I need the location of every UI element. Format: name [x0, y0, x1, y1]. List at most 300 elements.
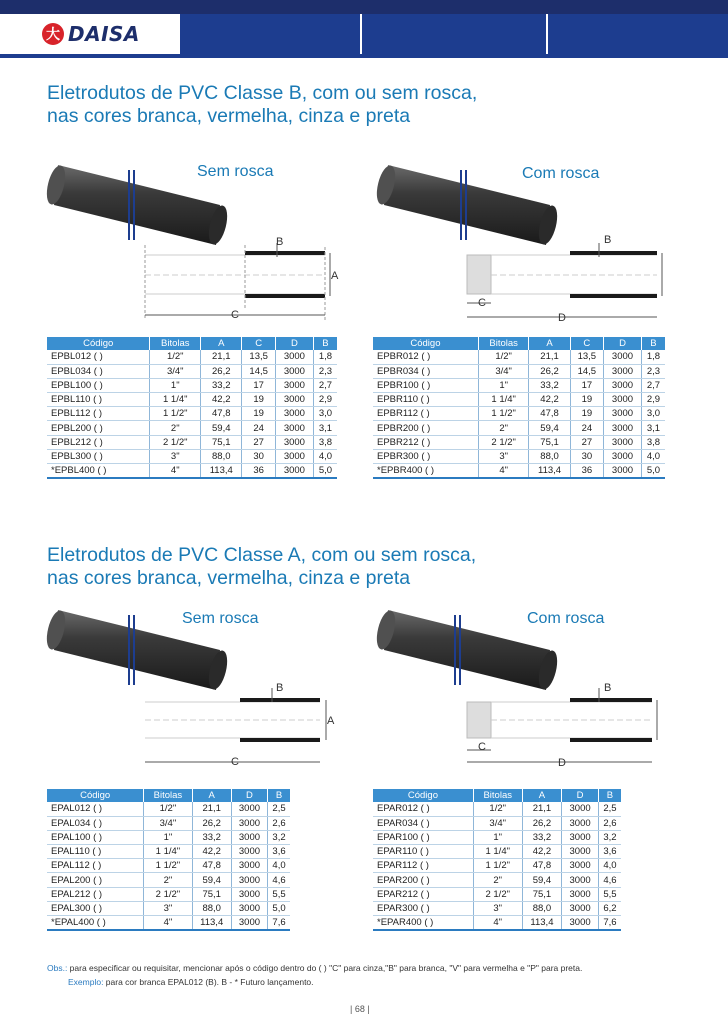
page-number: | 68 | [350, 1004, 370, 1014]
table-row [373, 887, 621, 901]
table-cell: 3000 [604, 407, 642, 421]
table-cell: 19 [242, 393, 275, 407]
dim-d-label-a-right: D [558, 757, 566, 769]
table-cell: 1/2" [478, 350, 529, 364]
product-code-cell: EPBL100 ( ) [47, 378, 150, 392]
table-cell: 3000 [275, 364, 313, 378]
table-cell: 14,5 [242, 364, 275, 378]
table-cell: 3000 [562, 873, 599, 887]
product-code-cell: EPAR034 ( ) [373, 816, 473, 830]
table-row [373, 830, 621, 844]
product-code-cell: EPBL034 ( ) [47, 364, 150, 378]
table-cell: 3/4" [473, 816, 522, 830]
table-cell: 19 [570, 407, 603, 421]
table-cell: 24 [570, 421, 603, 435]
table-cell: 36 [570, 464, 603, 478]
table-cell: 59,4 [529, 421, 570, 435]
product-code-cell: EPBR200 ( ) [373, 421, 478, 435]
table-cell: 3000 [562, 901, 599, 915]
product-code-cell: EPAR300 ( ) [373, 901, 473, 915]
table-cell: 3000 [562, 845, 599, 859]
table-cell: 2,3 [313, 364, 337, 378]
table-cell: 1 1/4" [473, 845, 522, 859]
header-cell-2 [362, 14, 546, 54]
table-cell: 33,2 [522, 830, 562, 844]
table-row [47, 449, 337, 463]
table-cell: 2,5 [598, 802, 621, 816]
column-header: Código [373, 789, 473, 802]
table-cell: 17 [570, 378, 603, 392]
table-cell: 3000 [231, 802, 267, 816]
product-code-cell: EPAR112 ( ) [373, 859, 473, 873]
table-cell: 3,6 [598, 845, 621, 859]
column-header: Código [373, 337, 478, 350]
table-cell: 3000 [231, 845, 267, 859]
pipe-plain-drawing-a [140, 680, 350, 770]
table-cell: 24 [242, 421, 275, 435]
product-code-cell: EPBR034 ( ) [373, 364, 478, 378]
dim-c-label-a: C [231, 756, 239, 768]
table-cell: 3000 [562, 887, 599, 901]
table-cell: 2,9 [641, 393, 665, 407]
table-cell: 3" [144, 901, 192, 915]
table-cell: 2 1/2" [150, 435, 201, 449]
section-b-title [47, 82, 477, 128]
table-cell: 3000 [275, 435, 313, 449]
table-cell: 2,9 [313, 393, 337, 407]
table-cell: 4" [478, 464, 529, 478]
column-header: A [192, 789, 231, 802]
table-cell: 42,2 [192, 845, 231, 859]
table-cell: 3000 [231, 830, 267, 844]
product-code-cell: EPAR012 ( ) [373, 802, 473, 816]
table-row [47, 845, 290, 859]
table-cell: 2" [473, 873, 522, 887]
table-cell: 2,3 [641, 364, 665, 378]
table-cell: 4" [150, 464, 201, 478]
table-cell: 42,2 [529, 393, 570, 407]
table-cell: 59,4 [201, 421, 242, 435]
table-cell: 36 [242, 464, 275, 478]
product-code-cell: EPAR100 ( ) [373, 830, 473, 844]
table-cell: 47,8 [529, 407, 570, 421]
column-header: Código [47, 337, 150, 350]
table-cell: 3" [150, 449, 201, 463]
table-cell: 3,1 [313, 421, 337, 435]
table-cell: 3000 [604, 393, 642, 407]
table-cell: 2 1/2" [144, 887, 192, 901]
table-cell: 3000 [562, 802, 599, 816]
section-a-title-line2: nas cores branca, vermelha, cinza e preta [47, 567, 411, 589]
table-row [373, 421, 665, 435]
table-cell: 5,5 [598, 887, 621, 901]
section-b-right-label: Com rosca [522, 165, 600, 182]
table-cell: 21,1 [201, 350, 242, 364]
table-cell: 19 [242, 407, 275, 421]
table-cell: 26,2 [529, 364, 570, 378]
column-header: B [268, 789, 290, 802]
pipe-plain-drawing [140, 235, 350, 325]
table-cell: 3,2 [268, 830, 290, 844]
table-cell: 59,4 [192, 873, 231, 887]
product-code-cell: EPBR012 ( ) [373, 350, 478, 364]
table-row [373, 435, 665, 449]
table-cell: 3,1 [641, 421, 665, 435]
table-cell: 3000 [275, 449, 313, 463]
product-code-cell: EPAL012 ( ) [47, 802, 144, 816]
dim-c-label-right: C [478, 297, 486, 309]
product-code-cell: EPBL110 ( ) [47, 393, 150, 407]
table-cell: 113,4 [522, 916, 562, 930]
table-cell: 2,6 [268, 816, 290, 830]
table-cell: 3000 [231, 901, 267, 915]
table-cell: 1" [478, 378, 529, 392]
column-header: D [562, 789, 599, 802]
table-cell: 7,6 [268, 916, 290, 930]
table-row [373, 859, 621, 873]
column-header: Bitolas [478, 337, 529, 350]
table-cell: 1 1/2" [473, 859, 522, 873]
column-header: C [242, 337, 275, 350]
table-classe-b-sem-rosca [47, 337, 337, 479]
table-cell: 2,7 [313, 378, 337, 392]
table-cell: 4" [473, 916, 522, 930]
table-cell: 3000 [604, 378, 642, 392]
table-row [373, 407, 665, 421]
pipe-threaded-drawing [462, 235, 672, 325]
table-cell: 42,2 [201, 393, 242, 407]
table-row [373, 350, 665, 364]
logo-mark-icon: 大 [42, 23, 64, 45]
table-cell: 75,1 [522, 887, 562, 901]
table-classe-a-com-rosca [373, 789, 621, 931]
table-row [47, 916, 290, 930]
table-cell: 113,4 [201, 464, 242, 478]
table-cell: 113,4 [192, 916, 231, 930]
section-a-right-label: Com rosca [527, 610, 605, 627]
section-b-left-label: Sem rosca [197, 163, 274, 180]
table-cell: 30 [570, 449, 603, 463]
column-header: A [201, 337, 242, 350]
table-cell: 33,2 [201, 378, 242, 392]
table-cell: 2 1/2" [473, 887, 522, 901]
table-cell: 4,0 [268, 859, 290, 873]
table-row [373, 845, 621, 859]
dim-b-label-a-right: B [604, 682, 612, 694]
table-cell: 26,2 [201, 364, 242, 378]
table-cell: 4,6 [268, 873, 290, 887]
table-cell: 3000 [231, 859, 267, 873]
product-code-cell: EPAL300 ( ) [47, 901, 144, 915]
section-a-left-label: Sem rosca [182, 610, 259, 627]
table-cell: 21,1 [192, 802, 231, 816]
section-a-title [47, 544, 476, 590]
table-cell: 1 1/2" [150, 407, 201, 421]
table-header-row [47, 337, 337, 350]
table-header-row [373, 789, 621, 802]
table-cell: 1" [150, 378, 201, 392]
table-cell: 3000 [275, 407, 313, 421]
logo-text: DAISA [68, 22, 140, 46]
table-cell: 3000 [604, 421, 642, 435]
table-cell: 3,0 [641, 407, 665, 421]
table-cell: 4,0 [598, 859, 621, 873]
table-classe-a-sem-rosca [47, 789, 290, 931]
table-header-row [47, 789, 290, 802]
table-row [373, 802, 621, 816]
table-cell: 3000 [275, 350, 313, 364]
table-cell: 33,2 [529, 378, 570, 392]
product-code-cell: EPAL200 ( ) [47, 873, 144, 887]
table-cell: 3/4" [150, 364, 201, 378]
table-cell: 3" [473, 901, 522, 915]
table-row [373, 464, 665, 478]
table-cell: 59,4 [522, 873, 562, 887]
pipe-threaded-drawing-a [462, 680, 672, 770]
table-cell: 88,0 [522, 901, 562, 915]
table-cell: 3,6 [268, 845, 290, 859]
table-cell: 33,2 [192, 830, 231, 844]
dim-b-label-right: B [604, 234, 612, 246]
table-cell: 4,6 [598, 873, 621, 887]
table-cell: 26,2 [192, 816, 231, 830]
table-cell: 3,0 [313, 407, 337, 421]
table-cell: 21,1 [529, 350, 570, 364]
column-header: C [570, 337, 603, 350]
product-code-cell: *EPBR400 ( ) [373, 464, 478, 478]
table-cell: 13,5 [242, 350, 275, 364]
table-cell: 3" [478, 449, 529, 463]
table-cell: 2,7 [641, 378, 665, 392]
table-cell: 88,0 [529, 449, 570, 463]
table-cell: 47,8 [192, 859, 231, 873]
table-cell: 21,1 [522, 802, 562, 816]
table-cell: 7,6 [598, 916, 621, 930]
table-cell: 88,0 [192, 901, 231, 915]
product-code-cell: EPBL212 ( ) [47, 435, 150, 449]
table-cell: 3000 [275, 464, 313, 478]
table-row [47, 364, 337, 378]
table-cell: 5,5 [268, 887, 290, 901]
table-cell: 3000 [562, 830, 599, 844]
product-code-cell: *EPAL400 ( ) [47, 916, 144, 930]
product-code-cell: EPBL112 ( ) [47, 407, 150, 421]
table-cell: 1 1/4" [150, 393, 201, 407]
table-cell: 3,8 [641, 435, 665, 449]
product-code-cell: EPAL110 ( ) [47, 845, 144, 859]
example-note [68, 977, 314, 987]
table-row [373, 393, 665, 407]
table-cell: 1,8 [313, 350, 337, 364]
table-row [47, 464, 337, 478]
column-header: D [275, 337, 313, 350]
table-cell: 17 [242, 378, 275, 392]
table-row [47, 393, 337, 407]
column-header: A [522, 789, 562, 802]
table-cell: 5,0 [641, 464, 665, 478]
table-cell: 3000 [231, 887, 267, 901]
dim-d-label-right: D [558, 312, 566, 324]
product-code-cell: EPBR112 ( ) [373, 407, 478, 421]
product-code-cell: *EPAR400 ( ) [373, 916, 473, 930]
table-cell: 3000 [562, 816, 599, 830]
table-cell: 1" [144, 830, 192, 844]
obs-label: Obs.: [47, 963, 68, 973]
table-cell: 1,8 [641, 350, 665, 364]
table-cell: 113,4 [529, 464, 570, 478]
table-cell: 1 1/2" [144, 859, 192, 873]
table-cell: 3000 [275, 393, 313, 407]
product-code-cell: *EPBL400 ( ) [47, 464, 150, 478]
column-header: D [604, 337, 642, 350]
product-code-cell: EPAL034 ( ) [47, 816, 144, 830]
column-header: B [598, 789, 621, 802]
table-cell: 1/2" [150, 350, 201, 364]
column-header: B [641, 337, 665, 350]
table-cell: 6,2 [598, 901, 621, 915]
product-code-cell: EPAL100 ( ) [47, 830, 144, 844]
table-row [47, 407, 337, 421]
table-cell: 2,6 [598, 816, 621, 830]
dim-a-label-a: A [327, 715, 335, 727]
table-row [47, 350, 337, 364]
table-row [373, 816, 621, 830]
product-code-cell: EPAR200 ( ) [373, 873, 473, 887]
table-row [47, 901, 290, 915]
column-header: Código [47, 789, 144, 802]
table-cell: 2" [478, 421, 529, 435]
table-cell: 3,2 [598, 830, 621, 844]
table-cell: 3000 [604, 364, 642, 378]
table-cell: 3000 [604, 435, 642, 449]
table-row [373, 901, 621, 915]
table-cell: 2" [144, 873, 192, 887]
table-cell: 4,0 [641, 449, 665, 463]
header-cell-3 [548, 14, 728, 54]
column-header: Bitolas [150, 337, 201, 350]
header-cell-1 [180, 14, 360, 54]
table-cell: 3/4" [478, 364, 529, 378]
product-code-cell: EPAR212 ( ) [373, 887, 473, 901]
product-code-cell: EPBR110 ( ) [373, 393, 478, 407]
table-row [373, 364, 665, 378]
table-cell: 27 [570, 435, 603, 449]
table-cell: 1" [473, 830, 522, 844]
column-header: A [529, 337, 570, 350]
table-row [373, 873, 621, 887]
table-cell: 14,5 [570, 364, 603, 378]
column-header: Bitolas [473, 789, 522, 802]
product-code-cell: EPBR212 ( ) [373, 435, 478, 449]
product-code-cell: EPAL212 ( ) [47, 887, 144, 901]
table-row [373, 449, 665, 463]
table-cell: 3/4" [144, 816, 192, 830]
table-cell: 88,0 [201, 449, 242, 463]
table-row [47, 859, 290, 873]
table-cell: 2" [150, 421, 201, 435]
dim-b-label-a: B [276, 682, 284, 694]
product-code-cell: EPBR300 ( ) [373, 449, 478, 463]
dim-a-label: A [331, 270, 339, 282]
example-text: para cor branca EPAL012 (B). B - * Futuro lançamento. [103, 977, 314, 987]
table-cell: 75,1 [529, 435, 570, 449]
obs-text: para especificar ou requisitar, mencionar após o código dentro do ( ) "C" para cinza,"B" para branca, "V" para vermelha e "P" para preta. [67, 963, 583, 973]
table-cell: 2 1/2" [478, 435, 529, 449]
table-classe-b-com-rosca [373, 337, 665, 479]
table-cell: 3000 [275, 421, 313, 435]
product-code-cell: EPBR100 ( ) [373, 378, 478, 392]
table-row [47, 830, 290, 844]
table-row [47, 873, 290, 887]
table-cell: 26,2 [522, 816, 562, 830]
table-row [47, 887, 290, 901]
table-cell: 2,5 [268, 802, 290, 816]
example-label: Exemplo: [68, 977, 104, 987]
table-row [47, 378, 337, 392]
table-row [47, 421, 337, 435]
table-row [47, 435, 337, 449]
table-row [373, 916, 621, 930]
table-cell: 5,0 [313, 464, 337, 478]
table-cell: 3,8 [313, 435, 337, 449]
table-cell: 27 [242, 435, 275, 449]
section-b-title-line2: nas cores branca, vermelha, cinza e preta [47, 105, 411, 127]
top-bar [0, 0, 728, 14]
table-cell: 1 1/4" [144, 845, 192, 859]
table-header-row [373, 337, 665, 350]
section-b-title-line1: Eletrodutos de PVC Classe B, com ou sem rosca, [47, 82, 478, 104]
dim-b-label: B [276, 236, 284, 248]
table-cell: 3000 [604, 449, 642, 463]
dim-c-label-a-right: C [478, 741, 486, 753]
product-code-cell: EPBL012 ( ) [47, 350, 150, 364]
dim-c-label: C [231, 309, 239, 321]
table-cell: 3000 [231, 816, 267, 830]
logo [0, 14, 178, 54]
table-row [47, 816, 290, 830]
table-cell: 1 1/4" [478, 393, 529, 407]
obs-note [47, 963, 582, 973]
table-cell: 3000 [231, 873, 267, 887]
table-cell: 1 1/2" [478, 407, 529, 421]
table-cell: 3000 [604, 350, 642, 364]
table-cell: 47,8 [201, 407, 242, 421]
table-cell: 1/2" [473, 802, 522, 816]
section-a-title-line1: Eletrodutos de PVC Classe A, com ou sem rosca, [47, 544, 477, 566]
table-cell: 19 [570, 393, 603, 407]
table-cell: 3000 [604, 464, 642, 478]
table-cell: 75,1 [201, 435, 242, 449]
table-row [47, 802, 290, 816]
table-cell: 3000 [231, 916, 267, 930]
column-header: D [231, 789, 267, 802]
table-cell: 75,1 [192, 887, 231, 901]
product-code-cell: EPBL300 ( ) [47, 449, 150, 463]
product-code-cell: EPAL112 ( ) [47, 859, 144, 873]
header-underline [0, 54, 728, 58]
table-cell: 42,2 [522, 845, 562, 859]
table-cell: 1/2" [144, 802, 192, 816]
table-cell: 13,5 [570, 350, 603, 364]
product-code-cell: EPAR110 ( ) [373, 845, 473, 859]
table-cell: 4" [144, 916, 192, 930]
table-cell: 3000 [562, 859, 599, 873]
table-cell: 30 [242, 449, 275, 463]
table-cell: 47,8 [522, 859, 562, 873]
table-cell: 3000 [562, 916, 599, 930]
table-cell: 3000 [275, 378, 313, 392]
table-cell: 5,0 [268, 901, 290, 915]
